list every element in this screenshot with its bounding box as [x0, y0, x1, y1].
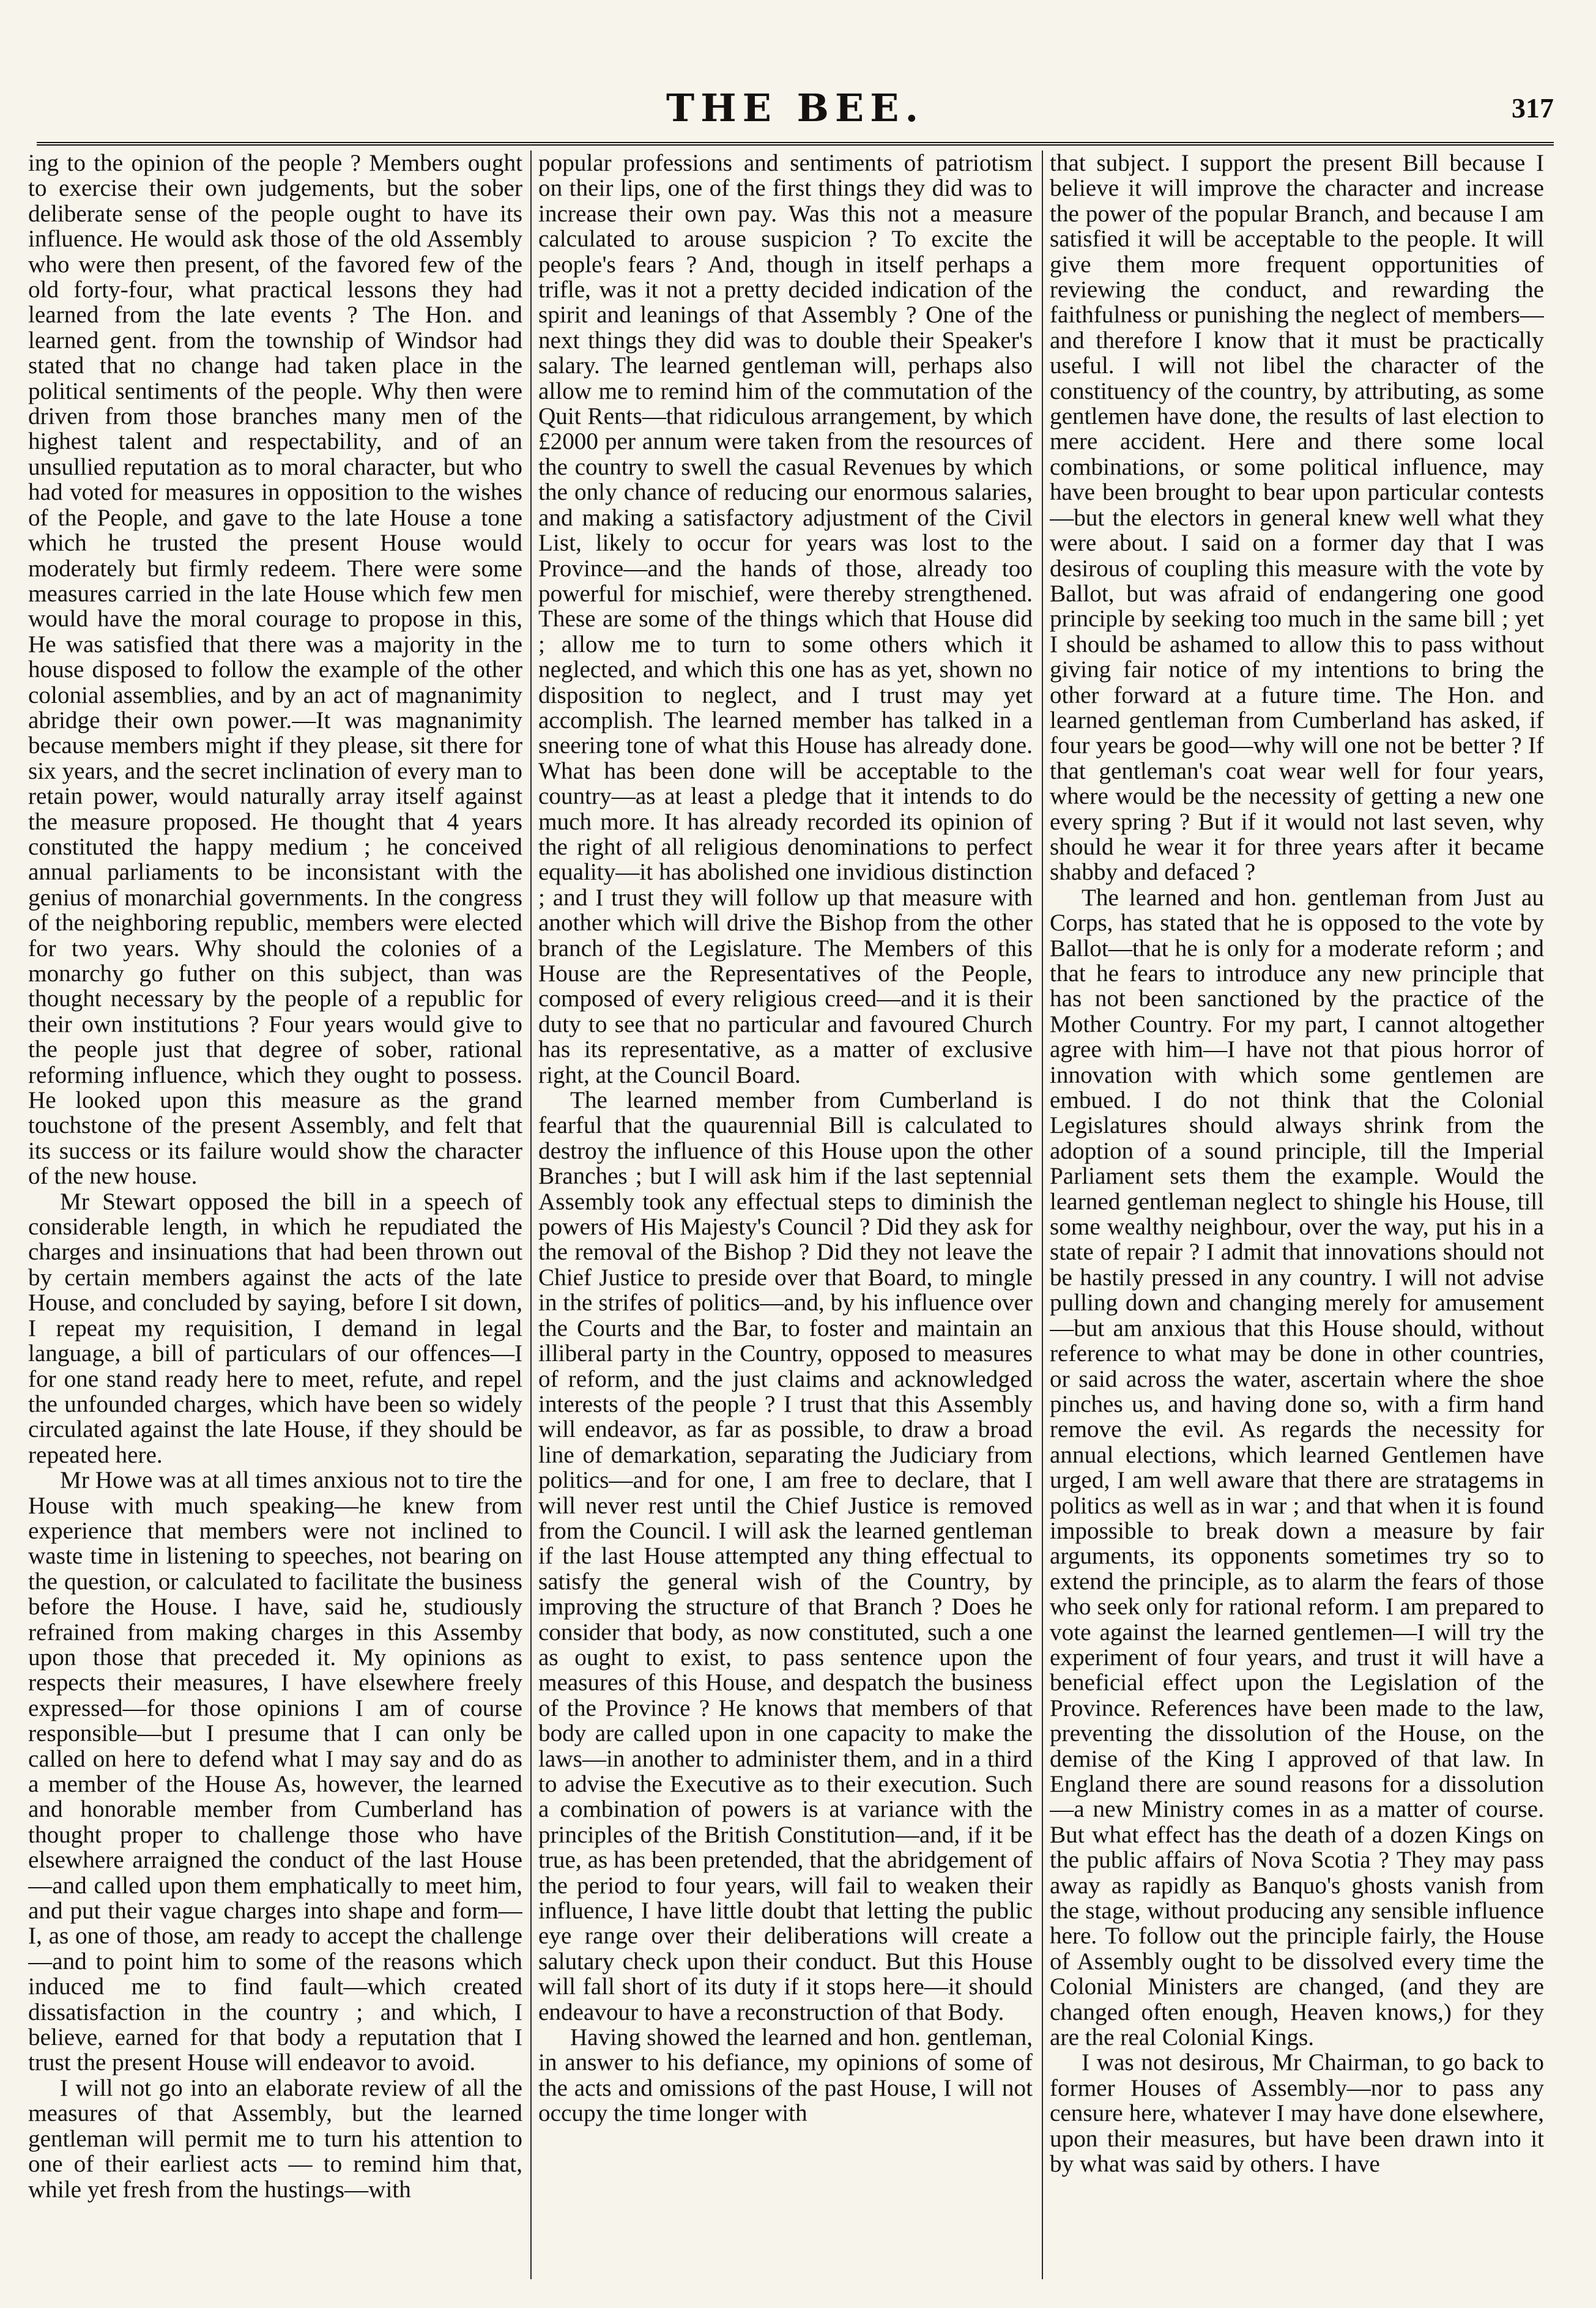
column-divider: [1042, 150, 1043, 2279]
masthead-title: THE BEE.: [666, 86, 925, 130]
page-number: 317: [1512, 92, 1554, 124]
page-header: [37, 80, 1554, 147]
paragraph: popular professions and sentiments of patriotism on their lips, one of the first things they did was to increase their own pay. Was this not a measure calculated to arouse suspicion ? To excite the people's fears ? And, though in itself perhaps a trifle, was it not a pretty decided indication of the spirit and leanings of that Assembly ? One of the next things they did was to double their Speaker's salary. The learned gentleman will, perhaps also allow me to remind him of the commutation of the Quit Rents—that ridiculous arrangement, by which £2000 per annum were taken from the resources of the country to swell the casual Revenues by which the only chance of reducing our enormous salaries, and making a satisfactory adjustment of the Civil List, likely to occur for years was lost to the Province—and the hands of those, already too powerful for mischief, were thereby strengthened. These are some of the things which that House did ; allow me to turn to some others which it neglected, and which this one has as yet, shown no disposition to neglect, and I trust may yet accomplish. The learned member has talked in a sneering tone of what this House has already done. What has been done will be acceptable to the country—as at least a pledge that it intends to do much more. It has already recorded its opinion of the right of all religious denominations to perfect equality—it has abolished one invidious distinction ; and I trust they will follow up that measure with another which will drive the Bishop from the other branch of the Legislature. The Members of this House are the Representatives of the People, composed of every religious creed—and it is their duty to see that no particular and favoured Church has its representative, as a matter of exclusive right, at the Council Board.: [538, 150, 1033, 1088]
paragraph: ing to the opinion of the people ? Members ought to exercise their own judgements, but the sober deliberate sense of the people ought to have its influence. He would ask those of the old Assembly who were then present, of the favored few of the old forty-four, what practical lessons they had learned from the late events ? The Hon. and learned gent. from the township of Windsor had stated that no change had taken place in the political sentiments of the people. Why then were driven from those branches many men of the highest talent and respectability, and of an unsullied reputation as to moral character, but who had voted for measures in opposition to the wishes of the People, and gave to the late House a tone which he trusted the present House would moderately but firmly redeem. There were some measures carried in the late House which few men would have the moral courage to propose in this, He was satisfied that there was a majority in the house disposed to follow the example of the other colonial assemblies, and by an act of magnanimity abridge their own power.—It was magnanimity because members might if they please, sit there for six years, and the secret inclination of every man to retain power, would naturally array itself against the measure proposed. He thought that 4 years constituted the happy medium ; he conceived annual parliaments to be inconsistant with the genius of monarchial governments. In the congress of the neighboring republic, members were elected for two years. Why should the colonies of a monarchy go futher on this subject, than was thought necessary by the people of a republic for their own institutions ? Four years would give to the people just that degree of sober, rational reforming influence, which they ought to possess. He looked upon this measure as the grand touchstone of the present Assembly, and felt that its success or its failure would show the character of the new house.: [28, 150, 522, 1190]
paragraph: Mr Stewart opposed the bill in a speech of considerable length, in which he repudiated the charges and insinuations that had been thrown out by certain members against the acts of the late House, and concluded by saying, before I sit down, I repeat my requisition, I demand in legal language, a bill of particulars of our offences—I for one stand ready here to meet, refute, and repel the unfounded charges, which have been so widely circulated against the late House, if they should be repeated here.: [28, 1188, 522, 1468]
paragraph: I will not go into an elaborate review of all the measures of that Assembly, but the learned gentleman will permit me to turn his attention to one of their earliest acts — to remind him that, while yet fresh from the hustings—with: [28, 2074, 522, 2203]
column-divider: [530, 150, 532, 2279]
text-column-1: [28, 150, 522, 2279]
paragraph: The learned and hon. gentleman from Just au Corps, has stated that he is opposed to the vote by Ballot—that he is only for a moderate reform ; and that he fears to introduce any new principle that has not been sanctioned by the practice of the Mother Country. For my part, I cannot altogether agree with him—I have not that pious horror of innovation with which some gentlemen are embued. I do not think that the Colonial Legislatures should always shrink from the adoption of a sound principle, till the Imperial Parliament sets them the example. Would the learned gentleman neglect to shingle his House, till some wealthy neighbour, over the way, put his in a state of repair ? I admit that innovations should not be hastily pressed in any country. I will not advise pulling down and changing merely for amusement—but am anxious that this House should, without reference to what may be done in other countries, or said across the water, ascertain where the shoe pinches us, and having done so, with a firm hand remove the evil. As regards the necessity for annual elections, which learned Gentlemen have urged, I am well aware that there are stratagems in politics as well as in war ; and that when it is found impossible to break down a measure by fair arguments, its opponents sometimes try so to extend the principle, as to alarm the fears of those who seek only for rational reform. I am prepared to vote against the learned gentlemen—I will try the experiment of four years, and trust it will have a beneficial effect upon the Legislation of the Province. References have been made to the law, preventing the dissolution of the House, on the demise of the King I approved of that law. In England there are sound reasons for a dissolution—a new Ministry comes in as a matter of course. But what effect has the death of a dozen Kings on the public affairs of Nova Scotia ? They may pass away as rapidly as Banquo's ghosts vanish from the stage, without producing any sensible influence here. To follow out the principle fairly, the House of Assembly ought to be dissolved every time the Colonial Ministers are changed, (and they are changed often enough, Heaven knows,) for they are the real Colonial Kings.: [1050, 884, 1544, 2051]
text-column-2: [538, 150, 1033, 2279]
paragraph: The learned member from Cumberland is fearful that the quaurennial Bill is calculated to destroy the influence of this House upon the other Branches ; but I will ask him if the last septennial Assembly took any effectual steps to diminish the powers of His Majesty's Council ? Did they ask for the removal of the Bishop ? Did they not leave the Chief Justice to preside over that Board, to mingle in the strifes of politics—and, by his influence over the Courts and the Bar, to foster and maintain an illiberal party in the Country, opposed to measures of reform, and the just claims and acknowledged interests of the people ? I trust that this Assembly will endeavor, as far as possible, to draw a broad line of demarkation, separating the Judiciary from politics—and for one, I am free to declare, that I will never rest until the Chief Justice is removed from the Council. I will ask the learned gentleman if the last House attempted any thing effectual to satisfy the general wish of the Country, by improving the structure of that Branch ? Does he consider that body, as now constituted, such a one as ought to exist, to pass sentence upon the measures of this House, and despatch the business of the Province ? He knows that members of that body are called upon in one capacity to make the laws—in another to administer them, and in a third to advise the Executive as to their execution. Such a combination of powers is at variance with the principles of the British Constitution—and, if it be true, as has been pretended, that the abridgement of the period to four years, will fail to weaken their influence, I have little doubt that letting the public eye range over their deliberations will create a salutary check upon their conduct. But this House will fall short of its duty if it stops here—it should endeavour to have a reconstruction of that Body.: [538, 1087, 1033, 2025]
header-rule: [37, 142, 1554, 146]
paragraph: Having showed the learned and hon. gentleman, in answer to his defiance, my opinions of some of the acts and omissions of the past House, I will not occupy the time longer with: [538, 2024, 1033, 2127]
text-column-3: [1050, 150, 1544, 2279]
paragraph: I was not desirous, Mr Chairman, to go back to former Houses of Assembly—nor to pass any censure here, whatever I may have done elsewhere, upon their measures, but have been drawn into it by what was said by others. I have: [1050, 2049, 1544, 2178]
paragraph: that subject. I support the present Bill because I believe it will improve the character and increase the power of the popular Branch, and because I am satisfied it will be acceptable to the people. It will give them more frequent opportunities of reviewing the conduct, and rewarding the faithfulness or punishing the neglect of members—and therefore I know that it must be practically useful. I will not libel the character of the constituency of the country, by attributing, as some gentlemen have done, the results of last election to mere accident. Here and there some local combinations, or some political influence, may have been brought to bear upon particular contests—but the electors in general knew well what they were about. I said on a former day that I was desirous of coupling this measure with the vote by Ballot, but was afraid of endangering one good principle by seeking too much in the same bill ; yet I should be ashamed to allow this to pass without giving fair notice of my intentions to bring the other forward at a future time. The Hon. and learned gentleman from Cumberland has asked, if four years be good—why will one not be better ? If that gentleman's coat wear well for four years, where would be the necessity of getting a new one every spring ? But if it would not last seven, why should he wear it for three years after it became shabby and defaced ?: [1050, 150, 1544, 886]
paragraph: Mr Howe was at all times anxious not to tire the House with much speaking—he knew from experience that members were not inclined to waste time in listening to speeches, not bearing on the question, or calculated to facilitate the business before the House. I have, said he, studiously refrained from making charges in this Assemby upon those that preceded it. My opinions as respects their measures, I have elsewhere freely expressed—for those opinions I am of course responsible—but I presume that I can only be called on here to defend what I may say and do as a member of the House As, however, the learned and honorable member from Cumberland has thought proper to challenge those who have elsewhere arraigned the conduct of the last House—and called upon them emphatically to meet him, and put their vague charges into shape and form—I, as one of those, am ready to accept the challenge—and to point him to some of the reasons which induced me to find fault—which created dissatisfaction in the country ; and which, I believe, earned for that body a reputation that I trust the present House will endeavor to avoid.: [28, 1467, 522, 2076]
